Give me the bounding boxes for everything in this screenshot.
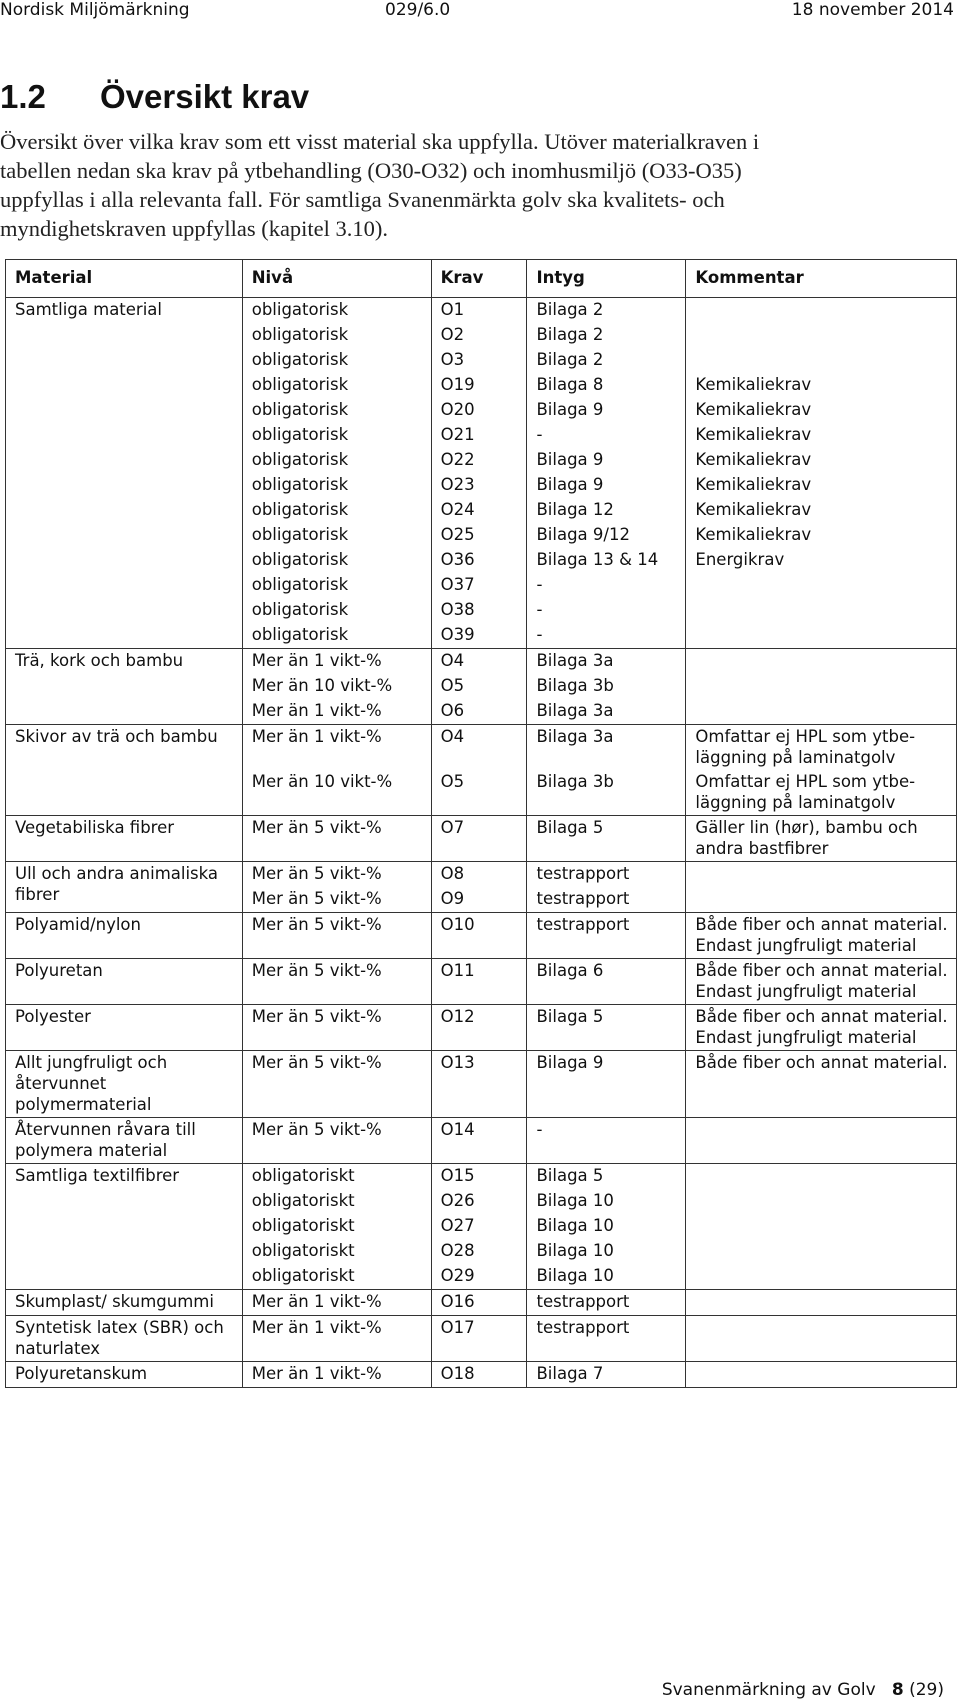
table-row <box>6 1051 957 1118</box>
certificate-cell: Bilaga 2 <box>527 323 686 348</box>
comment-cell: Både fiber och annat material. Endast jungfruligt material <box>686 1005 957 1051</box>
certificate-cell: Bilaga 3a <box>527 699 686 725</box>
requirement-cell: O36 <box>431 548 527 573</box>
comment-cell <box>686 1264 957 1290</box>
table-row <box>6 816 957 862</box>
material-cell: Återvunnen råvara till polymera material <box>6 1118 243 1164</box>
requirement-cell: O9 <box>431 887 527 913</box>
comment-cell <box>686 348 957 373</box>
footer-page-number: 8 <box>891 1680 904 1700</box>
material-cell: Syntetisk latex (SBR) och naturlatex <box>6 1316 243 1362</box>
comment-cell: Energikrav <box>686 548 957 573</box>
requirement-cell: O15 <box>431 1164 527 1190</box>
comment-cell <box>686 598 957 623</box>
requirement-cell: O12 <box>431 1005 527 1051</box>
level-cell: obligatorisk <box>242 498 431 523</box>
level-cell: Mer än 1 vikt-% <box>242 1362 431 1388</box>
certificate-cell: testrapport <box>527 1316 686 1362</box>
header-document-number: 029/6.0 <box>385 0 451 20</box>
requirement-cell: O13 <box>431 1051 527 1118</box>
table-row <box>6 1005 957 1051</box>
certificate-cell: Bilaga 9 <box>527 473 686 498</box>
column-header-comment: Kommentar <box>686 260 957 298</box>
level-cell: Mer än 1 vikt-% <box>242 725 431 771</box>
comment-cell: Omfattar ej HPL som ytbe-läggning på laminatgolv <box>686 725 957 771</box>
comment-cell <box>686 1118 957 1164</box>
footer-document-title: Svanenmärkning av Golv <box>661 1680 876 1700</box>
certificate-cell: - <box>527 423 686 448</box>
intro-line: uppfyllas i alla relevanta fall. För samtliga Svanenmärkta golv ska kvalitets- och <box>0 187 725 212</box>
requirement-cell: O5 <box>431 770 527 816</box>
level-cell: obligatoriskt <box>242 1189 431 1214</box>
level-cell: obligatoriskt <box>242 1239 431 1264</box>
comment-cell: Kemikaliekrav <box>686 473 957 498</box>
material-cell: Polyamid/nylon <box>6 913 243 959</box>
table-header-row <box>6 260 957 298</box>
certificate-cell: Bilaga 9 <box>527 1051 686 1118</box>
requirement-cell: O28 <box>431 1239 527 1264</box>
level-cell: obligatorisk <box>242 423 431 448</box>
level-cell: Mer än 5 vikt-% <box>242 959 431 1005</box>
intro-line: myndighetskraven uppfyllas (kapitel 3.10). <box>0 216 389 241</box>
certificate-cell: Bilaga 3a <box>527 725 686 771</box>
requirement-cell: O10 <box>431 913 527 959</box>
certificate-cell: Bilaga 7 <box>527 1362 686 1388</box>
requirement-cell: O29 <box>431 1264 527 1290</box>
table-row <box>6 1164 957 1190</box>
certificate-cell: Bilaga 12 <box>527 498 686 523</box>
requirement-cell: O25 <box>431 523 527 548</box>
comment-cell <box>686 1362 957 1388</box>
certificate-cell: Bilaga 5 <box>527 1164 686 1190</box>
requirement-cell: O1 <box>431 298 527 324</box>
comment-cell <box>686 649 957 675</box>
level-cell: Mer än 5 vikt-% <box>242 1051 431 1118</box>
comment-cell <box>686 674 957 699</box>
level-cell: obligatorisk <box>242 598 431 623</box>
level-cell: Mer än 1 vikt-% <box>242 649 431 675</box>
comment-cell: Omfattar ej HPL som ytbe-läggning på laminatgolv <box>686 770 957 816</box>
certificate-cell: Bilaga 3a <box>527 649 686 675</box>
header-organization: Nordisk Miljömärkning <box>0 0 190 20</box>
table-row <box>6 1362 957 1388</box>
certificate-cell: Bilaga 8 <box>527 373 686 398</box>
table-row <box>6 298 957 324</box>
comment-cell <box>686 1290 957 1316</box>
certificate-cell: Bilaga 2 <box>527 348 686 373</box>
material-cell: Allt jungfruligt och återvunnet polymermaterial <box>6 1051 243 1118</box>
level-cell: Mer än 5 vikt-% <box>242 887 431 913</box>
column-header-material: Material <box>6 260 243 298</box>
material-cell: Trä, kork och bambu <box>6 649 243 725</box>
comment-cell <box>686 1189 957 1214</box>
requirement-cell: O14 <box>431 1118 527 1164</box>
intro-line: tabellen nedan ska krav på ytbehandling (O30-O32) och inomhusmiljö (O33-O35) <box>0 158 742 183</box>
level-cell: obligatorisk <box>242 623 431 649</box>
level-cell: obligatorisk <box>242 448 431 473</box>
level-cell: obligatorisk <box>242 473 431 498</box>
requirements-table <box>5 259 957 1388</box>
column-header-requirement: Krav <box>431 260 527 298</box>
requirement-cell: O17 <box>431 1316 527 1362</box>
comment-cell <box>686 623 957 649</box>
header-date: 18 november 2014 <box>791 0 954 20</box>
level-cell: Mer än 5 vikt-% <box>242 913 431 959</box>
comment-cell <box>686 1316 957 1362</box>
certificate-cell: Bilaga 5 <box>527 1005 686 1051</box>
requirement-cell: O18 <box>431 1362 527 1388</box>
table-row <box>6 1118 957 1164</box>
material-cell: Samtliga material <box>6 298 243 649</box>
level-cell: obligatorisk <box>242 573 431 598</box>
table-row <box>6 913 957 959</box>
requirement-cell: O38 <box>431 598 527 623</box>
requirement-cell: O26 <box>431 1189 527 1214</box>
material-cell: Polyuretan <box>6 959 243 1005</box>
page-footer <box>662 1680 944 1700</box>
material-cell: Polyester <box>6 1005 243 1051</box>
certificate-cell: testrapport <box>527 887 686 913</box>
requirement-cell: O16 <box>431 1290 527 1316</box>
level-cell: obligatorisk <box>242 298 431 324</box>
comment-cell: Kemikaliekrav <box>686 373 957 398</box>
certificate-cell: Bilaga 9 <box>527 448 686 473</box>
certificate-cell: Bilaga 13 & 14 <box>527 548 686 573</box>
requirement-cell: O8 <box>431 862 527 888</box>
table-row <box>6 725 957 771</box>
requirement-cell: O2 <box>431 323 527 348</box>
certificate-cell: - <box>527 598 686 623</box>
requirement-cell: O4 <box>431 725 527 771</box>
requirement-cell: O24 <box>431 498 527 523</box>
level-cell: Mer än 1 vikt-% <box>242 1316 431 1362</box>
material-cell: Vegetabiliska fibrer <box>6 816 243 862</box>
certificate-cell: Bilaga 10 <box>527 1189 686 1214</box>
level-cell: obligatorisk <box>242 373 431 398</box>
column-header-certificate: Intyg <box>527 260 686 298</box>
intro-paragraph <box>0 127 930 243</box>
requirement-cell: O5 <box>431 674 527 699</box>
comment-cell: Både fiber och annat material. Endast jungfruligt material <box>686 913 957 959</box>
level-cell: obligatoriskt <box>242 1164 431 1190</box>
level-cell: obligatorisk <box>242 323 431 348</box>
comment-cell: Både fiber och annat material. <box>686 1051 957 1118</box>
requirement-cell: O21 <box>431 423 527 448</box>
section-heading <box>0 78 309 116</box>
level-cell: obligatorisk <box>242 348 431 373</box>
material-cell: Skivor av trä och bambu <box>6 725 243 816</box>
table-row <box>6 1316 957 1362</box>
comment-cell <box>686 298 957 324</box>
section-title: Översikt krav <box>100 78 310 115</box>
certificate-cell: Bilaga 5 <box>527 816 686 862</box>
comment-cell <box>686 1214 957 1239</box>
comment-cell <box>686 573 957 598</box>
certificate-cell: - <box>527 573 686 598</box>
comment-cell: Kemikaliekrav <box>686 423 957 448</box>
page-header <box>0 0 960 24</box>
certificate-cell: Bilaga 6 <box>527 959 686 1005</box>
table-row <box>6 862 957 888</box>
comment-cell: Kemikaliekrav <box>686 398 957 423</box>
certificate-cell: Bilaga 9 <box>527 398 686 423</box>
level-cell: Mer än 1 vikt-% <box>242 1290 431 1316</box>
level-cell: Mer än 5 vikt-% <box>242 1005 431 1051</box>
level-cell: obligatorisk <box>242 548 431 573</box>
certificate-cell: testrapport <box>527 1290 686 1316</box>
material-cell: Polyuretanskum <box>6 1362 243 1388</box>
certificate-cell: Bilaga 10 <box>527 1214 686 1239</box>
level-cell: Mer än 10 vikt-% <box>242 770 431 816</box>
requirement-cell: O27 <box>431 1214 527 1239</box>
level-cell: Mer än 1 vikt-% <box>242 699 431 725</box>
requirement-cell: O22 <box>431 448 527 473</box>
material-cell: Skumplast/ skumgummi <box>6 1290 243 1316</box>
comment-cell: Kemikaliekrav <box>686 523 957 548</box>
level-cell: Mer än 5 vikt-% <box>242 1118 431 1164</box>
certificate-cell: - <box>527 623 686 649</box>
footer-page-total: (29) <box>909 1680 944 1700</box>
comment-cell <box>686 887 957 913</box>
level-cell: Mer än 5 vikt-% <box>242 862 431 888</box>
certificate-cell: Bilaga 10 <box>527 1264 686 1290</box>
section-number: 1.2 <box>0 78 46 115</box>
level-cell: obligatoriskt <box>242 1264 431 1290</box>
requirement-cell: O11 <box>431 959 527 1005</box>
material-cell: Samtliga textilfibrer <box>6 1164 243 1290</box>
comment-cell <box>686 699 957 725</box>
comment-cell <box>686 862 957 888</box>
certificate-cell: Bilaga 3b <box>527 770 686 816</box>
certificate-cell: Bilaga 3b <box>527 674 686 699</box>
certificate-cell: testrapport <box>527 862 686 888</box>
table-row <box>6 959 957 1005</box>
requirement-cell: O37 <box>431 573 527 598</box>
level-cell: obligatoriskt <box>242 1214 431 1239</box>
requirement-cell: O7 <box>431 816 527 862</box>
requirement-cell: O23 <box>431 473 527 498</box>
comment-cell <box>686 1239 957 1264</box>
requirement-cell: O19 <box>431 373 527 398</box>
level-cell: Mer än 5 vikt-% <box>242 816 431 862</box>
certificate-cell: Bilaga 9/12 <box>527 523 686 548</box>
table-row <box>6 649 957 675</box>
requirement-cell: O4 <box>431 649 527 675</box>
comment-cell: Kemikaliekrav <box>686 498 957 523</box>
requirement-cell: O39 <box>431 623 527 649</box>
level-cell: Mer än 10 vikt-% <box>242 674 431 699</box>
certificate-cell: - <box>527 1118 686 1164</box>
certificate-cell: testrapport <box>527 913 686 959</box>
level-cell: obligatorisk <box>242 398 431 423</box>
intro-line: Översikt över vilka krav som ett visst material ska uppfylla. Utöver materialkraven i <box>0 129 760 154</box>
requirement-cell: O3 <box>431 348 527 373</box>
comment-cell <box>686 1164 957 1190</box>
comment-cell <box>686 323 957 348</box>
comment-cell: Både fiber och annat material. Endast jungfruligt material <box>686 959 957 1005</box>
table-row <box>6 1290 957 1316</box>
certificate-cell: Bilaga 10 <box>527 1239 686 1264</box>
column-header-level: Nivå <box>242 260 431 298</box>
requirement-cell: O6 <box>431 699 527 725</box>
comment-cell: Kemikaliekrav <box>686 448 957 473</box>
level-cell: obligatorisk <box>242 523 431 548</box>
comment-cell: Gäller lin (hør), bambu och andra bastfibrer <box>686 816 957 862</box>
certificate-cell: Bilaga 2 <box>527 298 686 324</box>
requirement-cell: O20 <box>431 398 527 423</box>
material-cell: Ull och andra animaliska fibrer <box>6 862 243 913</box>
